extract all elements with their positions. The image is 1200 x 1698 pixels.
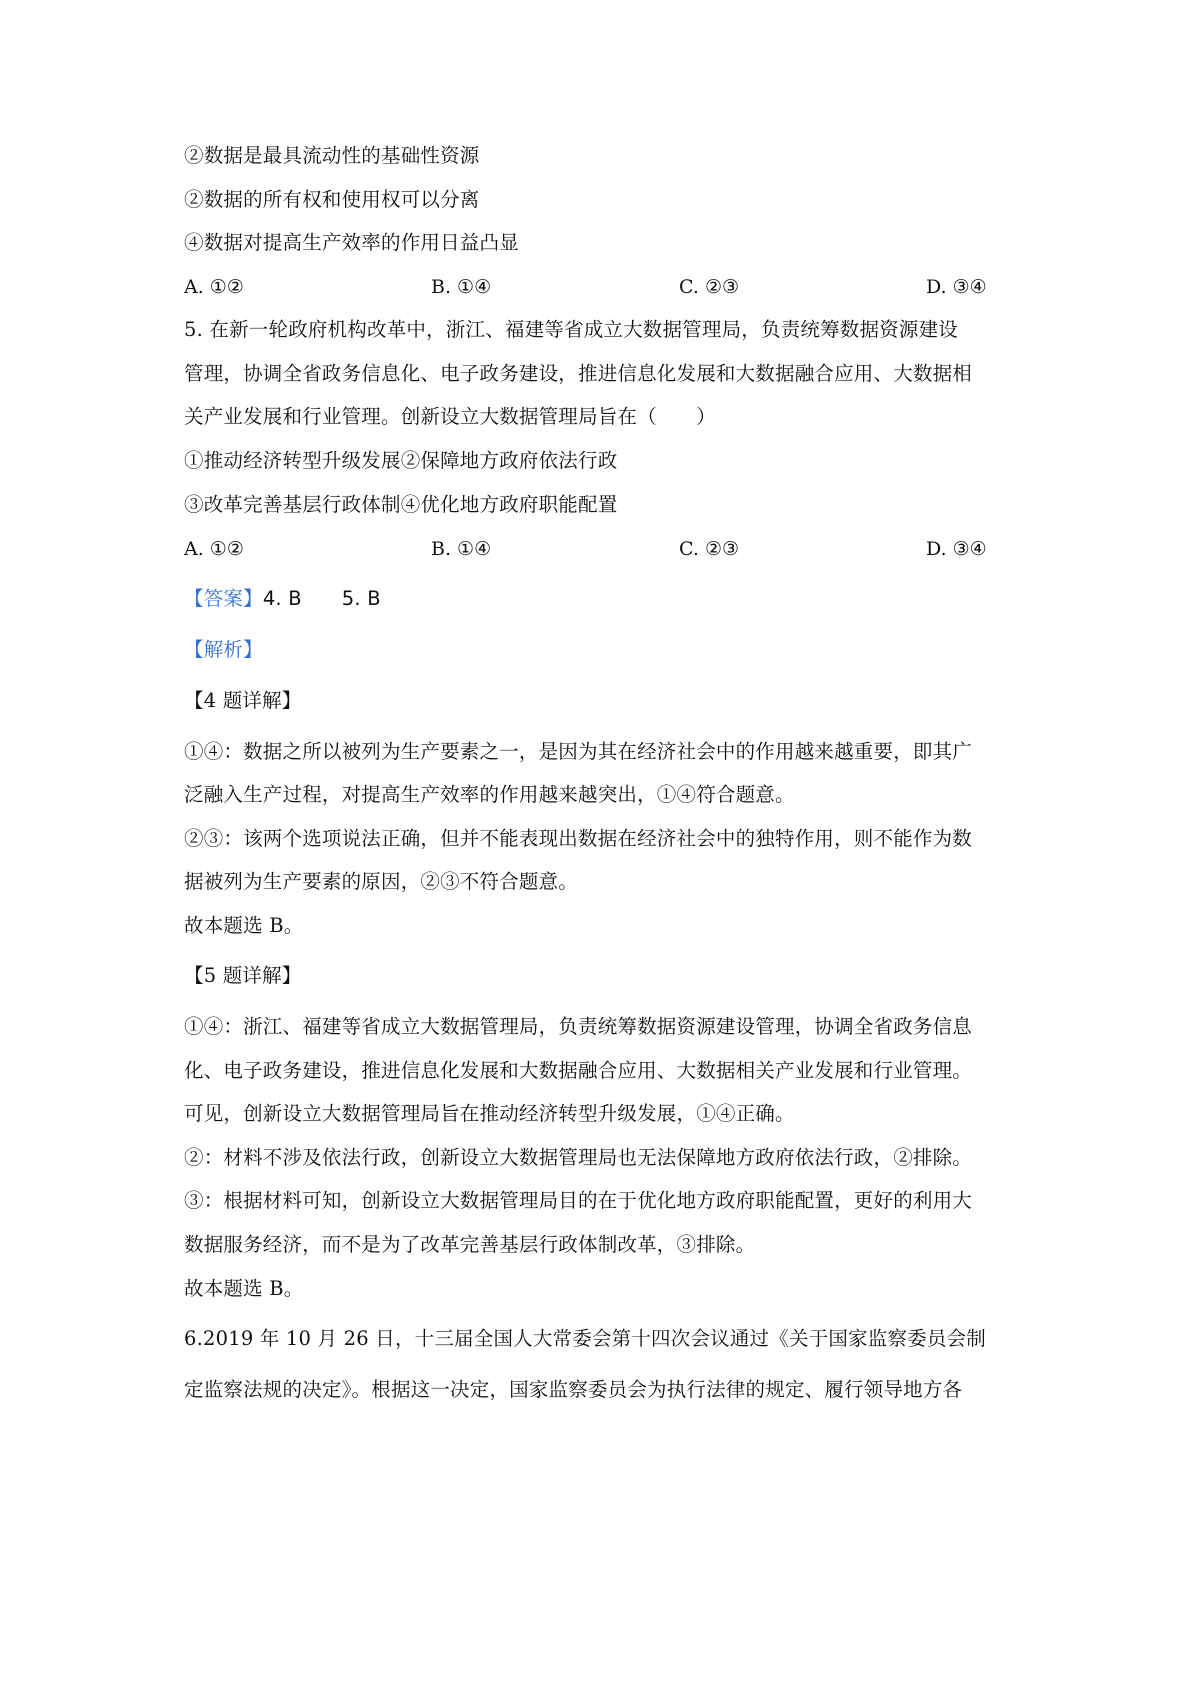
q5-choice-c[interactable]: C. ②③ [679,538,740,560]
answer-q5: 5. B [341,587,381,610]
q4-choice-b[interactable]: B. ①④ [431,276,492,298]
detail5-heading: 【5 题详解】 [184,964,302,987]
q5-statements-1-2: ①推动经济转型升级发展②保障地方政府依法行政 [184,449,618,472]
q5-choice-d[interactable]: D. ③④ [926,538,987,560]
q5-stem-line-1: 5. 在新一轮政府机构改革中，浙江、福建等省成立大数据管理局，负责统筹数据资源建设 [184,318,959,341]
answer-line [184,585,381,613]
detail4-heading: 【4 题详解】 [184,689,302,712]
q5-statements-3-4: ③改革完善基层行政体制④优化地方政府职能配置 [184,493,618,516]
detail4-line-4: 据被列为生产要素的原因，②③不符合题意。 [184,870,579,893]
q4-choice-a[interactable]: A. ①② [184,276,244,298]
detail4-line-2: 泛融入生产过程，对提高生产效率的作用越来越突出，①④符合题意。 [184,783,795,806]
q4-choice-c[interactable]: C. ②③ [679,276,740,298]
detail5-line-1: ①④：浙江、福建等省成立大数据管理局，负责统筹数据资源建设管理，协调全省政务信息 [184,1015,973,1038]
detail4-line-3: ②③：该两个选项说法正确，但并不能表现出数据在经济社会中的独特作用，则不能作为数 [184,827,973,850]
analysis-label: 【解析】 [184,638,263,661]
q6-stem-line-2: 定监察法规的决定》。根据这一决定，国家监察委员会为执行法律的规定、履行领导地方各 [184,1378,963,1401]
answer-label: 【答案】 [184,587,263,610]
q5-stem-line-2: 管理，协调全省政务信息化、电子政务建设，推进信息化发展和大数据融合应用、大数据相 [184,362,973,385]
q4-statement-4: ④数据对提高生产效率的作用日益凸显 [184,231,519,254]
detail5-conclusion: 故本题选 B。 [184,1277,304,1300]
q4-statement-2: ②数据是最具流动性的基础性资源 [184,144,480,167]
q5-choice-a[interactable]: A. ①② [184,538,244,560]
detail5-line-5: ③：根据材料可知，创新设立大数据管理局目的在于优化地方政府职能配置，更好的利用大 [184,1189,973,1212]
q4-choice-d[interactable]: D. ③④ [926,276,987,298]
detail5-line-2: 化、电子政务建设，推进信息化发展和大数据融合应用、大数据相关产业发展和行业管理。 [184,1059,973,1082]
document-page [184,0,1024,1698]
analysis-line [184,636,263,664]
detail5-line-3: 可见，创新设立大数据管理局旨在推动经济转型升级发展，①④正确。 [184,1102,795,1125]
q5-stem-line-3: 关产业发展和行业管理。创新设立大数据管理局旨在（ ） [184,405,716,428]
detail5-line-6: 数据服务经济，而不是为了改革完善基层行政体制改革，③排除。 [184,1233,756,1256]
q6-stem-line-1: 6.2019 年 10 月 26 日，十三届全国人大常委会第十四次会议通过《关于国家监察委员会制 [184,1327,986,1350]
q5-choice-b[interactable]: B. ①④ [431,538,492,560]
answer-q4: 4. B [262,587,302,610]
detail4-conclusion: 故本题选 B。 [184,914,304,937]
q4-statement-3: ②数据的所有权和使用权可以分离 [184,188,480,211]
detail5-line-4: ②：材料不涉及依法行政，创新设立大数据管理局也无法保障地方政府依法行政，②排除。 [184,1146,973,1169]
detail4-line-1: ①④：数据之所以被列为生产要素之一，是因为其在经济社会中的作用越来越重要，即其广 [184,740,973,763]
